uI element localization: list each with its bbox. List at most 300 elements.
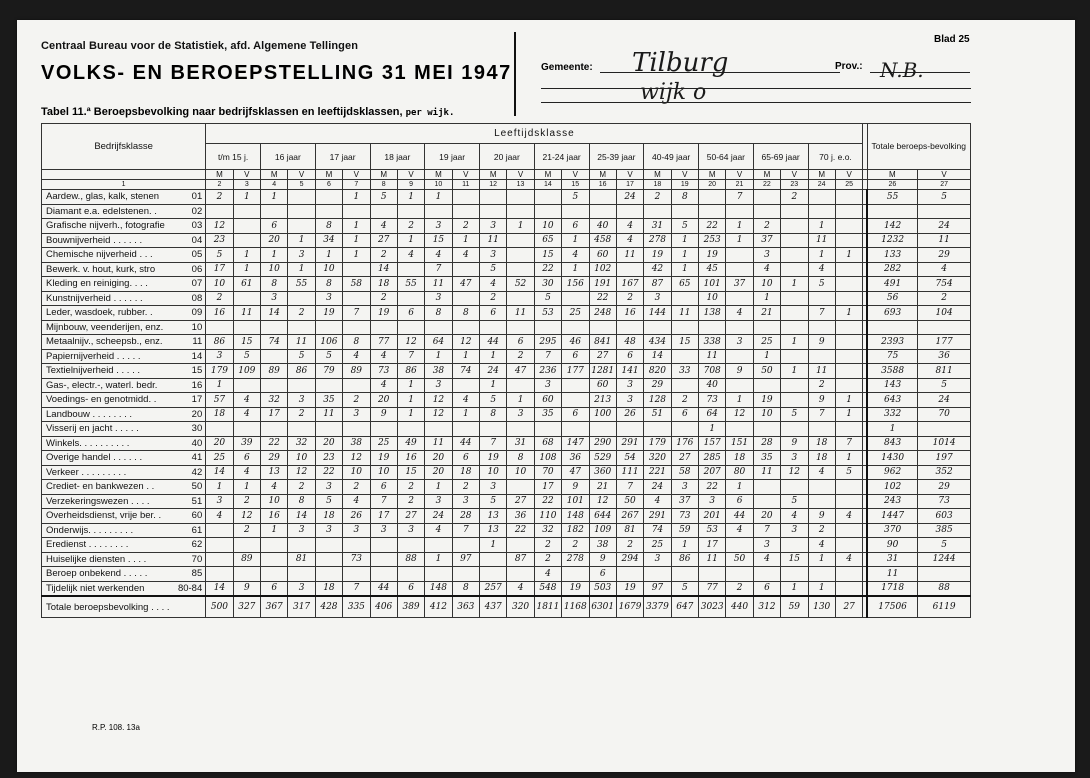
table-cell: 17 [261,407,288,422]
table-row [42,538,971,553]
table-cell: 1 [288,233,315,248]
table-cell: 20 [425,451,452,466]
table-cell: 14 [370,262,397,277]
v-header: V [835,170,863,180]
v-header: V [507,170,534,180]
table-cell: 10 [699,291,726,306]
table-cell: 1 [425,190,452,205]
table-cell [726,538,753,553]
column-number: 25 [835,180,863,190]
row-label [42,465,206,480]
table-cell [562,320,589,335]
table-cell: 12 [726,407,753,422]
table-cell: 130 [808,596,835,618]
table-cell: 6 [480,306,507,321]
bedrijfsklasse-code: 30 [191,423,203,435]
table-cell: 3379 [644,596,671,618]
table-cell: 11 [315,407,342,422]
table-cell: 11 [425,277,452,292]
table-cell: 4 [616,233,643,248]
table-row [42,523,971,538]
row-label [42,277,206,292]
table-cell: 20 [315,436,342,451]
table-cell: 406 [370,596,397,618]
bedrijfsklasse-code: 20 [191,408,203,420]
table-cell [233,378,260,393]
table-row [42,262,971,277]
total-m-cell: 17506 [867,596,918,618]
table-cell: 53 [534,306,561,321]
table-cell: 18 [315,581,342,596]
table-cell [288,567,315,582]
table-cell: 708 [699,364,726,379]
table-cell: 60 [534,393,561,408]
table-cell: 5 [781,407,808,422]
table-cell [507,248,534,263]
table-cell: 74 [261,335,288,350]
table-cell: 26 [343,509,370,524]
total-m-cell: 1718 [867,581,918,596]
bedrijfsklasse-code: 80-84 [177,582,203,594]
row-label [42,190,206,205]
bedrijfsklasse-code: 01 [191,191,203,203]
bedrijfsklasse-name: Bouwnijverheid . . . . . . [46,234,143,246]
total-m-cell: 491 [867,277,918,292]
table-cell: 3 [315,291,342,306]
table-cell: 110 [534,509,561,524]
province-label: Prov.: [835,61,863,72]
table-cell [507,233,534,248]
table-cell: 327 [233,596,260,618]
table-cell: 12 [781,465,808,480]
total-v-cell: 197 [918,451,971,466]
table-cell: 3 [425,378,452,393]
table-cell [835,349,863,364]
table-cell [616,204,643,219]
table-cell: 89 [343,364,370,379]
table-cell: 4 [397,248,424,263]
table-cell: 3 [370,523,397,538]
table-cell [261,422,288,437]
table-cell: 36 [507,509,534,524]
table-cell: 11 [808,364,835,379]
total-v-cell: 36 [918,349,971,364]
table-cell: 317 [288,596,315,618]
table-cell: 74 [452,364,479,379]
table-cell: 1 [671,538,698,553]
v-header: V [397,170,424,180]
form-title: VOLKS- EN BEROEPSTELLING 31 MEI 1947 [41,62,512,84]
total-v-cell: 70 [918,407,971,422]
table-cell: 5 [233,349,260,364]
table-cell: 179 [644,436,671,451]
table-cell: 221 [644,465,671,480]
table-cell [835,480,863,495]
table-cell: 25 [644,538,671,553]
table-cell: 22 [507,523,534,538]
table-cell: 4 [808,465,835,480]
bedrijfsklasse-name: Voedings- en genotmidd. . [46,394,157,406]
table-cell: 9 [370,407,397,422]
age-header-6: 21-24 jaar [534,144,589,170]
table-cell: 11 [699,552,726,567]
table-cell: 86 [397,364,424,379]
total-m-cell: 75 [867,349,918,364]
total-m-cell: 142 [867,219,918,234]
table-cell [835,233,863,248]
table-cell [507,378,534,393]
column-number: 8 [370,180,397,190]
table-cell: 86 [288,364,315,379]
table-cell: 4 [343,349,370,364]
table-cell: 8 [507,451,534,466]
age-header-5: 20 jaar [480,144,535,170]
table-cell: 1 [835,306,863,321]
table-cell: 157 [699,436,726,451]
table-cell: 11 [425,436,452,451]
column-number: 7 [343,180,370,190]
total-v-cell: 385 [918,523,971,538]
bedrijfsklasse-code: 08 [191,292,203,304]
table-cell [206,567,233,582]
table-cell [370,567,397,582]
table-cell [452,538,479,553]
table-cell: 73 [699,393,726,408]
table-cell [808,422,835,437]
table-cell: 35 [534,407,561,422]
table-cell: 1 [233,190,260,205]
table-cell: 10 [753,277,780,292]
table-cell [288,204,315,219]
age-header-4: 19 jaar [425,144,480,170]
table-cell: 4 [808,262,835,277]
table-cell: 151 [726,436,753,451]
table-cell: 437 [480,596,507,618]
table-row [42,219,971,234]
row-label [42,393,206,408]
table-cell: 22 [589,291,616,306]
table-cell: 1 [233,262,260,277]
table-cell [507,567,534,582]
table-cell: 108 [534,451,561,466]
table-cell: 9 [726,364,753,379]
table-cell: 1 [507,219,534,234]
total-m-cell: 693 [867,306,918,321]
table-cell: 2 [288,306,315,321]
table-cell: 3 [315,523,342,538]
row-label [42,378,206,393]
table-cell [206,523,233,538]
table-cell: 1 [343,219,370,234]
table-cell [397,204,424,219]
gemeente-label: Gemeente: [541,62,593,73]
age-header-8: 40-49 jaar [644,144,699,170]
table-cell [507,538,534,553]
table-cell [233,219,260,234]
table-cell: 4 [452,393,479,408]
table-cell: 59 [781,596,808,618]
table-cell: 31 [644,219,671,234]
table-cell: 22 [699,480,726,495]
table-cell: 6 [397,581,424,596]
table-cell [233,538,260,553]
table-cell [397,291,424,306]
column-number: 18 [644,180,671,190]
total-m-cell: 243 [867,494,918,509]
table-cell: 529 [589,451,616,466]
table-cell: 29 [261,451,288,466]
row-label [42,407,206,422]
table-cell: 6 [671,407,698,422]
table-cell: 7 [753,523,780,538]
total-m-cell: 843 [867,436,918,451]
table-cell: 37 [753,233,780,248]
table-cell: 109 [233,364,260,379]
table-cell: 25 [753,335,780,350]
table-cell: 7 [343,306,370,321]
table-cell: 434 [644,335,671,350]
m-header: M [370,170,397,180]
table-cell [835,567,863,582]
table-cell [233,567,260,582]
table-cell [753,567,780,582]
table-cell [644,204,671,219]
table-cell [835,494,863,509]
total-v-cell [918,320,971,335]
table-cell: 59 [671,523,698,538]
table-cell: 11 [808,233,835,248]
bedrijfsklasse-name: Bewerk. v. hout, kurk, stro [46,263,156,275]
table-row [42,552,971,567]
table-cell: 1 [480,538,507,553]
table-cell: 1 [233,248,260,263]
table-cell: 1 [261,523,288,538]
table-cell: 30 [534,277,561,292]
total-m-cell: 55 [867,190,918,205]
table-cell: 10 [507,465,534,480]
table-cell: 50 [726,552,753,567]
table-cell: 278 [562,552,589,567]
table-cell [397,567,424,582]
table-cell: 40 [589,219,616,234]
table-cell [315,552,342,567]
table-cell: 8 [343,335,370,350]
table-cell: 1 [343,233,370,248]
table-cell [288,291,315,306]
column-number: 15 [562,180,589,190]
table-cell: 6 [370,480,397,495]
table-cell: 19 [370,451,397,466]
bedrijfsklasse-name: Kunstnijverheid . . . . . . [46,292,143,304]
v-header: V [343,170,370,180]
table-cell [452,422,479,437]
column-number: 3 [233,180,260,190]
table-cell [206,320,233,335]
table-cell: 17 [206,262,233,277]
table-cell: 27 [671,451,698,466]
table-cell: 8 [452,306,479,321]
bedrijfsklasse-code: 70 [191,553,203,565]
table-cell: 440 [726,596,753,618]
table-cell: 5 [288,349,315,364]
table-cell: 3 [425,494,452,509]
table-cell [315,538,342,553]
table-cell: 87 [644,277,671,292]
table-cell: 3 [726,335,753,350]
table-cell: 73 [343,552,370,567]
table-cell: 101 [699,277,726,292]
table-cell: 1 [781,277,808,292]
total-v-cell: 24 [918,393,971,408]
total-m-cell: 962 [867,465,918,480]
table-cell: 4 [452,248,479,263]
table-cell: 2 [808,523,835,538]
row-label [42,306,206,321]
table-cell [370,552,397,567]
total-v-cell: 104 [918,306,971,321]
table-cell [507,320,534,335]
table-cell [781,349,808,364]
bedrijfsklasse-name: Tijdelijk niet werkenden [46,582,145,594]
bedrijfsklasse-name: Diamant e.a. edelstenen. . [46,205,157,217]
table-cell [480,552,507,567]
bedrijfsklasse-name: Gas-, electr.-, waterl. bedr. [46,379,158,391]
table-cell: 6 [233,451,260,466]
table-cell: 320 [507,596,534,618]
table-cell: 19 [644,248,671,263]
table-cell [671,320,698,335]
table-cell: 11 [671,306,698,321]
table-cell: 1 [562,233,589,248]
table-cell: 16 [397,451,424,466]
rowhead-bedrijfsklasse: Bedrijfsklasse [42,124,206,170]
table-cell: 2 [233,523,260,538]
table-cell [671,378,698,393]
table-cell: 3 [644,291,671,306]
table-cell: 50 [753,364,780,379]
table-cell: 2 [562,538,589,553]
table-row [42,480,971,495]
row-label [42,596,206,618]
table-cell [753,320,780,335]
table-cell: 15 [671,335,698,350]
table-cell: 5 [534,291,561,306]
table-cell: 14 [206,581,233,596]
table-cell: 100 [589,407,616,422]
total-v-cell: 5 [918,538,971,553]
table-cell: 1 [808,219,835,234]
table-cell: 1 [343,190,370,205]
table-cell [315,422,342,437]
table-cell: 45 [699,262,726,277]
table-cell: 36 [562,451,589,466]
table-cell: 2 [343,393,370,408]
table-cell: 278 [644,233,671,248]
table-cell: 1 [726,393,753,408]
age-header-0: t/m 15 j. [206,144,261,170]
table-cell: 102 [589,262,616,277]
table-cell [507,291,534,306]
table-cell [589,422,616,437]
table-cell: 3 [288,581,315,596]
table-cell: 144 [644,306,671,321]
table-cell: 3 [261,291,288,306]
table-cell: 1 [671,233,698,248]
table-cell: 24 [425,509,452,524]
table-cell [808,480,835,495]
bedrijfsklasse-name: Onderwijs. . . . . . . . . [46,524,134,536]
total-m-cell: 1232 [867,233,918,248]
table-cell: 34 [315,233,342,248]
table-cell: 1 [671,262,698,277]
table-cell [425,422,452,437]
table-cell: 3 [343,407,370,422]
table-cell [835,335,863,350]
row-label [42,581,206,596]
table-cell: 360 [589,465,616,480]
table-cell: 27 [589,349,616,364]
bedrijfsklasse-name: Papiernijverheid . . . . . [46,350,141,362]
table-cell [753,378,780,393]
table-cell: 51 [644,407,671,422]
table-cell: 3 [480,480,507,495]
table-cell: 1 [726,480,753,495]
table-cell: 19 [562,581,589,596]
table-cell: 201 [699,509,726,524]
bedrijfsklasse-name: Leder, wasdoek, rubber. . [46,307,153,319]
table-cell [452,320,479,335]
table-cell [370,422,397,437]
table-cell: 6 [507,335,534,350]
table-cell: 19 [616,581,643,596]
table-cell: 6 [562,349,589,364]
table-cell [726,204,753,219]
table-cell: 27 [370,233,397,248]
table-cell: 101 [562,494,589,509]
table-cell: 40 [699,378,726,393]
table-cell: 4 [753,262,780,277]
table-cell: 5 [480,393,507,408]
m-header: M [699,170,726,180]
table-cell: 5 [370,190,397,205]
table-cell: 14 [261,306,288,321]
table-cell [835,378,863,393]
m-header: M [534,170,561,180]
table-cell: 1168 [562,596,589,618]
table-cell [480,190,507,205]
table-cell: 3 [452,494,479,509]
table-cell [233,291,260,306]
total-m-cell: 143 [867,378,918,393]
table-cell: 7 [808,306,835,321]
table-cell: 27 [835,596,863,618]
table-cell: 2 [206,190,233,205]
table-cell: 4 [507,581,534,596]
table-cell: 9 [781,436,808,451]
table-cell [671,422,698,437]
table-cell [781,262,808,277]
table-cell: 2 [397,219,424,234]
table-cell: 11 [233,306,260,321]
bedrijfsklasse-name: Metaalnijv., scheepsb., enz. [46,336,163,348]
row-label [42,219,206,234]
table-cell [343,291,370,306]
table-cell [808,494,835,509]
table-cell: 50 [616,494,643,509]
bedrijfsklasse-code: 11 [192,336,203,348]
row-label [42,262,206,277]
table-cell: 4 [233,407,260,422]
